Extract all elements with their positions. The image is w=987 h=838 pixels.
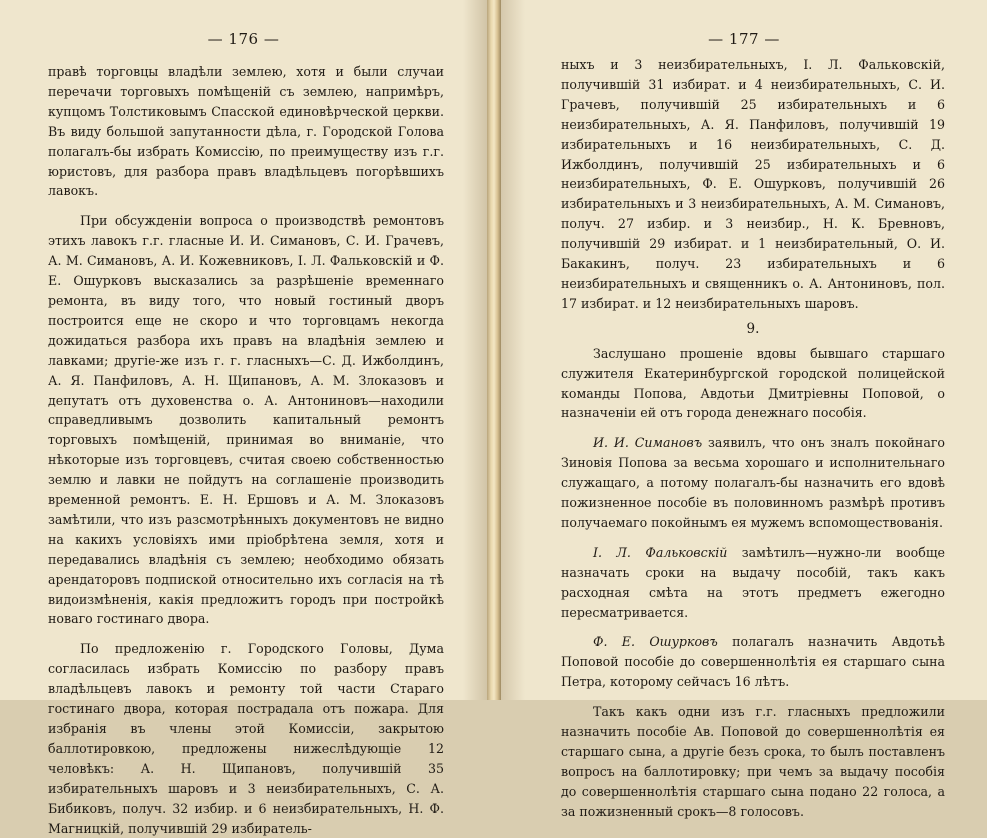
left-paragraph-2: При обсужденіи вопроса о производствѣ ремонтовъ этихъ лавокъ г.г. гласные И. И. Симановъ, С. И. Грачевъ, А. М. Симановъ, А. И. Кожевниковъ, І. Л. Фальковскій и Ф. Е. Ошурковъ высказались за разрѣшеніе временнаго ремонта, въ виду того, что новый гостиный дворъ построится еще не скоро и что торговцамъ некогда дожидаться разбора ихъ правъ на владѣнія землею и лавками; другіе-же изъ г. г. гласныхъ—С. Д. Ижболдинъ, А. Я. Панфиловъ, А. Н. Щипановъ, А. М. Злоказовъ и депутатъ отъ духовенства о. А. Антониновъ—находили справедливымъ дозволить капитальный ремонтъ торговыхъ помѣщеній, принимая во вниманіе, что нѣкоторые изъ торговцевъ, считая своею собственностью землю и лавки не пойдутъ на соглашеніе производить временной ремонтъ. Е. Н. Ершовъ и А. М. Злоказовъ замѣтили, что изъ разсмотрѣнныхъ документовъ не видно на какихъ условіяхъ ими пріобрѣтена земля, хотя и передавались владѣнія съ землею; необходимо обязать арендаторовъ подпиской относительно ихъ согласія на тѣ видоизмѣненія, какія предложитъ городъ при постройкѣ новаго гостинаго двора. [48,213,444,627]
right-page [501,0,987,819]
right-paragraph-vote: Такъ какъ одни изъ г.г. гласныхъ предложили назначить пособіе Ав. Поповой до совершеннолѣтія ея старшаго сына, а другіе безъ срока, то былъ поставленъ вопросъ на баллотировку; при чемъ за выдачу пособія до совершеннолѣтія старшаго сына подано 22 голоса, а за пожизненный срокъ—8 голосовъ. [561,704,945,819]
section-number: 9. [746,320,760,337]
right-paragraph-petition: Заслушано прошеніе вдовы бывшаго старшаго служителя Екатеринбургской городской полицейской команды Попова, Авдотьи Дмитріевны Поповой, о назначеніи ей отъ города денежнаго пособія. [561,345,945,421]
left-paragraph-1: правѣ торговцы владѣли землею, хотя и были случаи перечачи торговыхъ помѣщеній съ землею, напримѣръ, купцомъ Толстиковымъ Спасской единовѣрческой церкви. Въ виду большой запутанности дѣла, г. Городской Голова полагалъ-бы избрать Комиссію, по преимуществу изъ г.г. юристовъ, для разбора правъ владѣльцевъ погорѣвшихъ лавокъ. [48,64,444,199]
speaker-name: І. Л. Фальковскій [593,544,728,560]
right-page-text [561,55,945,822]
speaker-name: И. И. Симановъ [593,435,703,451]
right-paragraph-simanov [561,433,945,533]
left-page-text [48,62,444,838]
right-paragraph-oshurkov [561,632,945,692]
right-page-shadow [501,0,525,700]
left-page [0,0,487,836]
right-page-number: — 177 — [708,30,780,48]
left-page-shadow [463,0,487,700]
speaker-statement: заявилъ, что онъ зналъ покойнаго Зиновія Попова за весьма хорошаго и исполнительнаго служащаго, а потому полагалъ-бы назначить его вдовѣ пожизненное пособіе въ половинномъ размѣрѣ противъ получаемаго покойнымъ ея мужемъ вспомоществованія. [561,435,946,530]
book-gutter [487,0,501,700]
right-paragraph-falkovsky [561,543,945,623]
speaker-statement: полагалъ назначить Авдотьѣ Поповой пособіе до совершеннолѣтія ея старшаго сына Петра, которому сейчасъ 16 лѣтъ. [561,634,945,690]
left-paragraph-3: По предложенію г. Городского Головы, Дума согласилась избрать Комиссію по разбору правъ владѣльцевъ лавокъ и ремонту той части Стараго гостинаго двора, которая пострадала отъ пожара. Для избранія въ члены этой Комиссіи, закрытою баллотировкою, предложены нижеслѣдующіе 12 человѣкъ: А. Н. Щипановъ, получившій 35 избирательныхъ шаровъ и 3 неизбирательныхъ, С. А. Бибиковъ, получ. 32 избир. и 6 неизбирательныхъ, Н. Ф. Магницкій, получившій 29 избиратель- [48,641,444,836]
left-page-number: — 176 — [207,30,280,48]
right-paragraph-1: ныхъ и 3 неизбирательныхъ, І. Л. Фальковскій, получившій 31 избират. и 4 неизбирательныхъ, С. И. Грачевъ, получившій 25 избирательныхъ и 6 неизбирательныхъ, А. Я. Панфиловъ, получившій 19 избирательныхъ и 16 неизбирательныхъ, С. Д. Ижболдинъ, получившій 25 избирательныхъ и 6 неизбирательныхъ, Ф. Е. Ошурковъ, получившій 26 избирательныхъ и 3 неизбирательныхъ, А. М. Симановъ, получ. 27 избир. и 3 неизбир., Н. К. Бревновъ, получившій 29 избират. и 1 неизбирательный, О. И. Бакакинъ, получ. 23 избирательныхъ и 6 неизбирательныхъ и священникъ о. А. Антониновъ, пол. 17 избират. и 12 неизбирательныхъ шаровъ. [561,57,945,311]
speaker-statement: замѣтилъ—нужно-ли вообще назначать сроки на выдачу пособій, такъ какъ расходная смѣта на этотъ предметъ ежегодно пересматривается. [561,544,945,620]
speaker-name: Ф. Е. Ошурковъ [593,634,718,650]
